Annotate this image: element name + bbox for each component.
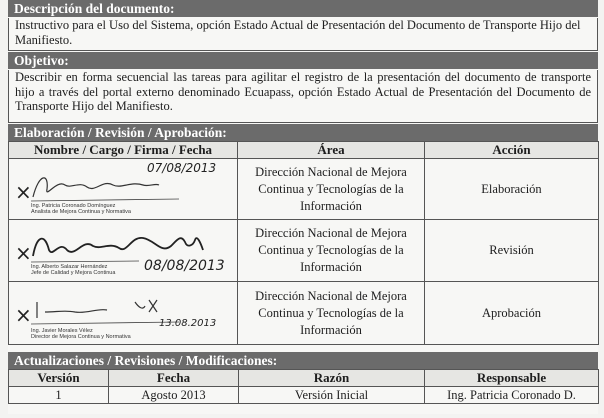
- actualizaciones-table: [8, 369, 599, 404]
- column-header: Razón: [239, 370, 425, 387]
- signer-name: Ing. Alberto Salazar Hernández: [31, 264, 108, 270]
- signature-date: 07/08/2013: [147, 161, 217, 175]
- signature-cell: [9, 220, 238, 282]
- responsable-cell: Ing. Patricia Coronado D.: [425, 387, 599, 404]
- column-header: Responsable: [425, 370, 599, 387]
- area-cell: Dirección Nacional de Mejora Continua y Tecnologías de la Información: [238, 159, 425, 220]
- elaboracion-header-row: [9, 142, 599, 159]
- objetivo-text: Describir en forma secuencial las tareas para agilitar el registro de la presentación del documento de transporte hijo a través del portal externo denominado Ecuapass, opción Estado Actual de Presentación del Documento de Transporte Hijo del Manifiesto.: [8, 70, 598, 123]
- svg-text:×: ×: [15, 303, 32, 327]
- actualizaciones-header-row: [9, 370, 599, 387]
- table-row: [9, 220, 599, 282]
- signer-name: Ing. Javier Morales Vélez: [31, 328, 93, 334]
- table-row: [9, 282, 599, 345]
- descripcion-text: Instructivo para el Uso del Sistema, opción Estado Actual de Presentación del Documento de Transporte Hijo del Manifiesto.: [8, 18, 598, 51]
- column-header: Fecha: [109, 370, 239, 387]
- accion-cell: Revisión: [425, 220, 599, 282]
- actualizaciones-header: Actualizaciones / Revisiones / Modificaciones:: [8, 352, 598, 369]
- signer-cargo: Jefe de Calidad y Mejora Continua: [31, 270, 116, 276]
- signature-cell: [9, 282, 238, 345]
- svg-text:×: ×: [15, 180, 32, 204]
- signer-name: Ing. Patricia Coronado Domínguez: [31, 203, 116, 209]
- signature-date: 08/08/2013: [144, 258, 225, 274]
- signature-cell: [9, 159, 238, 220]
- column-header: Área: [238, 142, 425, 159]
- elaboracion-table: [8, 141, 599, 345]
- column-header: Versión: [9, 370, 109, 387]
- version-cell: 1: [9, 387, 109, 404]
- razon-cell: Versión Inicial: [239, 387, 425, 404]
- document-page: [8, 0, 598, 414]
- table-row: [9, 159, 599, 220]
- accion-cell: Elaboración: [425, 159, 599, 220]
- accion-cell: Aprobación: [425, 282, 599, 345]
- fecha-cell: Agosto 2013: [109, 387, 239, 404]
- area-cell: Dirección Nacional de Mejora Continua y Tecnologías de la Información: [238, 282, 425, 345]
- table-row: [9, 387, 599, 404]
- column-header: Acción: [425, 142, 599, 159]
- elaboracion-header: Elaboración / Revisión / Aprobación:: [8, 124, 598, 141]
- descripcion-header: Descripción del documento:: [8, 0, 598, 17]
- signature-date: 13.08.2013: [159, 318, 217, 329]
- signer-cargo: Analista de Mejora Continua y Normativa: [31, 209, 131, 215]
- column-header: Nombre / Cargo / Firma / Fecha: [9, 142, 238, 159]
- area-cell: Dirección Nacional de Mejora Continua y Tecnologías de la Información: [238, 220, 425, 282]
- signer-cargo: Director de Mejora Continua y Normativa: [31, 334, 131, 340]
- objetivo-header: Objetivo:: [8, 52, 598, 69]
- svg-text:×: ×: [15, 241, 32, 265]
